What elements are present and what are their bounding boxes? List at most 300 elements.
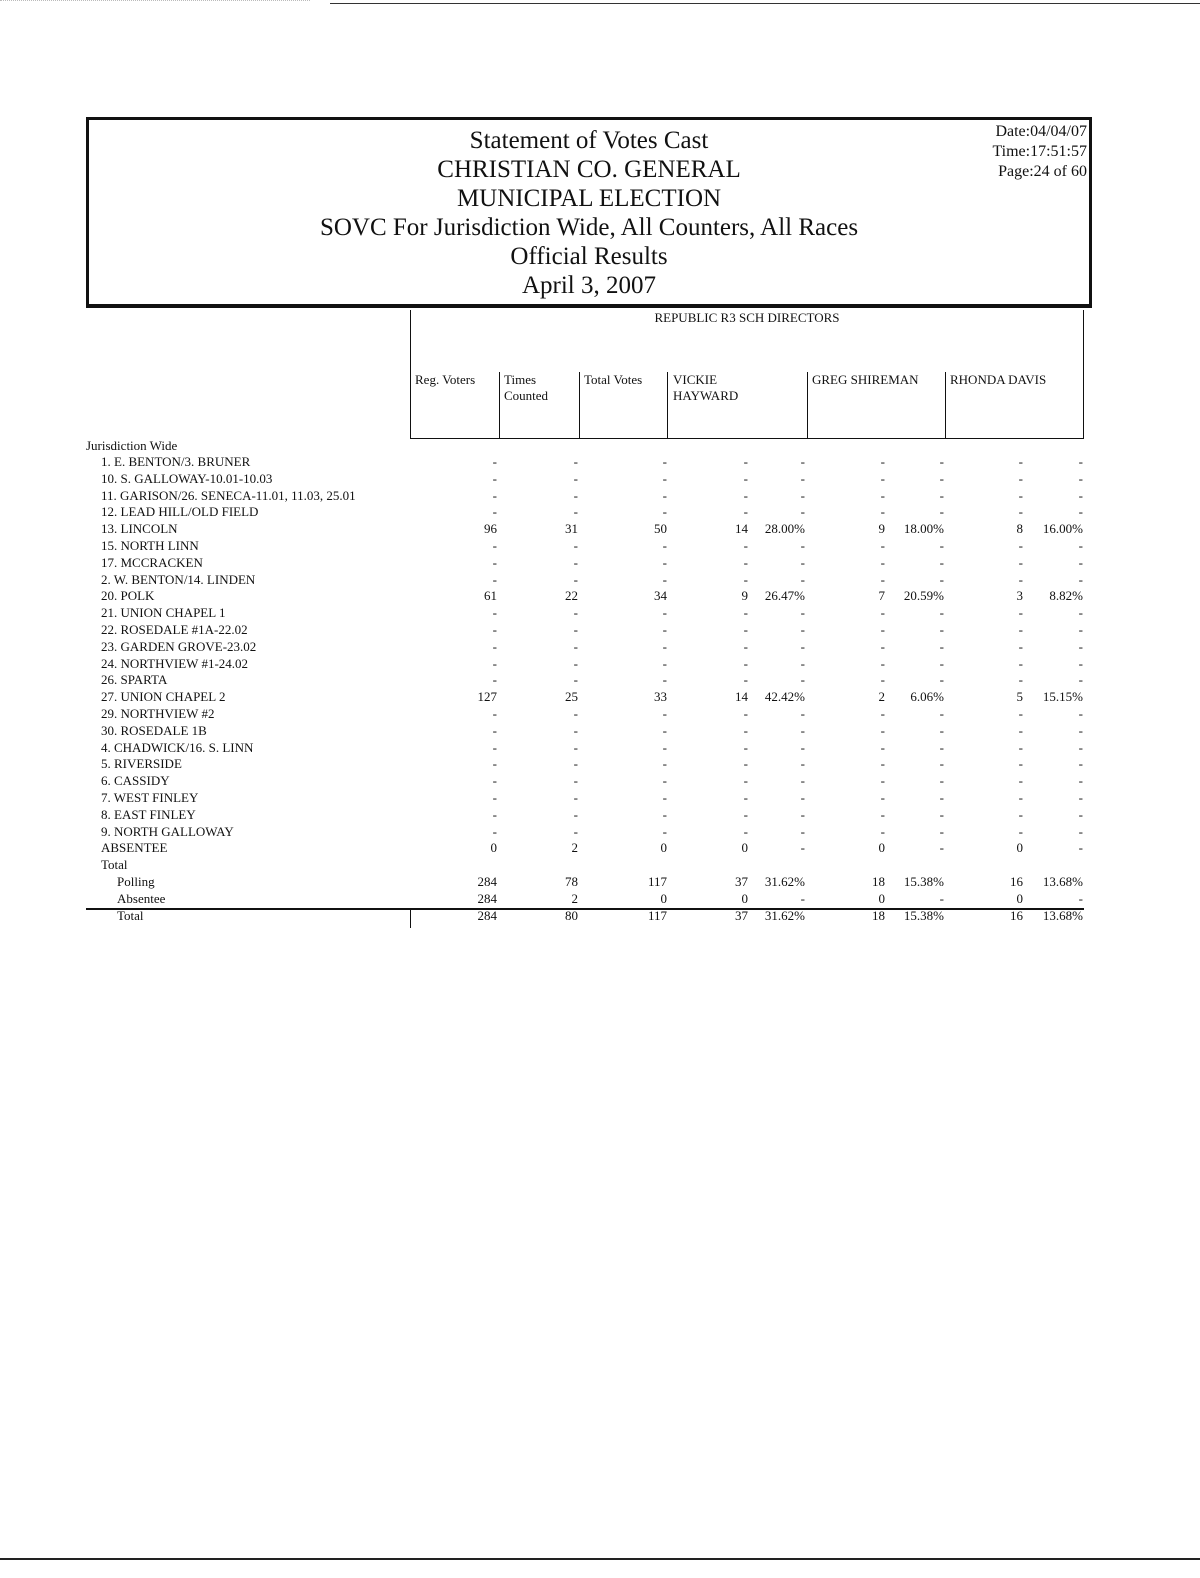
table-row-c3: - (1018, 756, 1023, 772)
table-row-c3: - (1018, 470, 1023, 486)
table-row-reg: 61 (484, 588, 497, 604)
table-row-c2: - (880, 554, 885, 570)
table-row-c3: - (1018, 571, 1023, 587)
table-row-c1: - (743, 538, 748, 553)
table-row-times: - (573, 706, 578, 721)
times-counted-header: Times Counted (504, 372, 549, 403)
table-row-label: 6. CASSIDY (101, 773, 170, 789)
table-row-c2: - (880, 504, 885, 520)
table-row-c1p: - (800, 622, 805, 637)
table-row-reg: - (492, 454, 497, 469)
table-row-times: - (573, 756, 578, 772)
table-row-times: - (573, 638, 578, 654)
table-row-c3: - (1018, 806, 1023, 822)
total-row-c3: 0 (1016, 890, 1023, 906)
table-row-c2p: - (939, 672, 944, 688)
table-row-label: 23. GARDEN GROVE-23.02 (101, 638, 257, 654)
report-header-box (86, 117, 1092, 308)
table-row-c2: - (880, 605, 885, 621)
table-row-times: - (573, 571, 578, 587)
table-row-c1: - (743, 638, 748, 654)
table-row-c1: 14 (735, 689, 748, 705)
table-row-label: 24. NORTHVIEW #1-24.02 (101, 655, 249, 671)
table-row-c1: - (743, 773, 748, 789)
table-row-c2p: - (939, 773, 944, 789)
total-row-label: Absentee (117, 890, 166, 906)
table-row-c3: - (1018, 773, 1023, 789)
table-row-c2: - (880, 756, 885, 772)
total-row-c3: 16 (1010, 874, 1023, 889)
table-row-c2p: - (939, 739, 944, 755)
table-row-c1: - (743, 554, 748, 570)
table-row-label: 1. E. BENTON/3. BRUNER (101, 454, 251, 469)
table-row-c1p: 26.47% (764, 588, 805, 604)
table-row-c1: 9 (741, 588, 748, 604)
candidate-3-header: RHONDA DAVIS (950, 372, 1047, 387)
table-row-label: 8. EAST FINLEY (101, 806, 196, 822)
table-row-c2: - (880, 470, 885, 486)
table-row-total: 33 (654, 689, 667, 705)
table-row-c3p: - (1078, 840, 1083, 856)
table-row-total: - (662, 554, 667, 570)
table-row-c2: - (880, 622, 885, 637)
table-row-total: - (662, 655, 667, 671)
table-row-c3: - (1018, 706, 1023, 721)
table-row-reg: - (492, 571, 497, 587)
table-row-c3p: 15.15% (1042, 689, 1083, 705)
table-row-label: 13. LINCOLN (101, 521, 178, 537)
table-row-c1: - (743, 454, 748, 469)
table-row-c1: - (743, 487, 748, 503)
total-row-total: 117 (647, 874, 667, 889)
total-row-c3p: 13.68% (1042, 907, 1083, 923)
table-row-c3p: - (1078, 571, 1083, 587)
table-row-c1: - (743, 756, 748, 772)
title-line-2: CHRISTIAN CO. GENERAL (437, 156, 741, 183)
reg-voters-header: Reg. Voters (415, 372, 476, 387)
table-row-times: - (573, 470, 578, 486)
table-row-c1p: - (800, 487, 805, 503)
table-row-c2: - (880, 655, 885, 671)
table-row-c2p: - (939, 504, 944, 520)
table-row-c2: 0 (878, 840, 885, 856)
table-row-c3p: - (1078, 487, 1083, 503)
table-row-label: 15. NORTH LINN (101, 538, 199, 553)
table-row-c1p: - (800, 538, 805, 553)
table-row-c3p: - (1078, 773, 1083, 789)
report-title-block (89, 126, 1089, 300)
table-row-label: 7. WEST FINLEY (101, 790, 199, 805)
table-row-c1: - (743, 470, 748, 486)
table-row-c3p: - (1078, 756, 1083, 772)
table-row-c2p: - (939, 454, 944, 469)
table-row-c3p: - (1078, 790, 1083, 805)
table-row-c1p: - (800, 605, 805, 621)
table-row-reg: - (492, 790, 497, 805)
report-time: Time:17:51:57 (992, 143, 1087, 160)
table-row-c2: - (880, 823, 885, 839)
table-row-reg: - (492, 554, 497, 570)
table-row-times: - (573, 806, 578, 822)
table-row-total: - (662, 605, 667, 621)
table-row-label: 11. GARISON/26. SENECA-11.01, 11.03, 25.01 (101, 487, 356, 503)
column-divider (807, 372, 808, 438)
title-line-1: Statement of Votes Cast (469, 127, 709, 154)
table-row-label: 27. UNION CHAPEL 2 (101, 689, 226, 705)
table-row-c1p: - (800, 672, 805, 688)
table-row-times: - (573, 672, 578, 688)
table-row-label: 12. LEAD HILL/OLD FIELD (101, 504, 259, 520)
table-row-reg: 0 (490, 840, 497, 856)
table-row-reg: - (492, 622, 497, 637)
header-underline (410, 438, 1084, 439)
table-row-reg: - (492, 538, 497, 553)
table-row-c2: - (880, 672, 885, 688)
table-row-c3: 5 (1016, 689, 1023, 705)
table-row-c2p: 20.59% (903, 588, 944, 604)
table-row-total: - (662, 756, 667, 772)
table-row-times: 2 (571, 840, 578, 856)
table-row-c1p: - (800, 806, 805, 822)
total-row-times: 2 (571, 890, 578, 906)
table-row-c3p: - (1078, 823, 1083, 839)
table-row-total: - (662, 773, 667, 789)
table-row-c3: - (1018, 504, 1023, 520)
table-row-c3: 8 (1016, 521, 1023, 537)
table-row-c2p: - (939, 706, 944, 721)
total-row-times: 78 (565, 874, 578, 889)
total-row-label: Polling (117, 874, 155, 889)
total-row-c3p: - (1078, 890, 1083, 906)
total-row-c1: 37 (735, 874, 748, 889)
table-row-c1p: - (800, 823, 805, 839)
table-row-c2p: - (939, 487, 944, 503)
table-row-total: 0 (660, 840, 667, 856)
table-row-c1p: - (800, 454, 805, 469)
candidate-1-header: VICKIE HAYWARD (673, 372, 739, 403)
table-row-reg: 96 (484, 521, 497, 537)
total-row-c1: 0 (741, 890, 748, 906)
table-row-c1: - (743, 823, 748, 839)
total-row-c2: 18 (872, 907, 885, 923)
total-row-c2: 18 (872, 874, 885, 889)
table-row-c3: - (1018, 605, 1023, 621)
table-row-c1p: - (800, 756, 805, 772)
table-row-total: - (662, 571, 667, 587)
table-row-c1: - (743, 806, 748, 822)
total-row-divider (410, 910, 411, 928)
table-row-c3: - (1018, 622, 1023, 637)
table-row-c3p: - (1078, 554, 1083, 570)
scan-artifact-bottom-line (0, 1558, 1200, 1560)
table-row-reg: - (492, 773, 497, 789)
table-row-c1: 0 (741, 840, 748, 856)
table-row-times: - (573, 605, 578, 621)
column-divider (579, 372, 580, 438)
table-row-c2p: - (939, 806, 944, 822)
total-row-c3p: 13.68% (1042, 874, 1083, 889)
table-row-c1p: 42.42% (764, 689, 805, 705)
table-row-reg: - (492, 739, 497, 755)
table-row-c2p: - (939, 790, 944, 805)
table-row-reg: - (492, 756, 497, 772)
table-row-label: 30. ROSEDALE 1B (101, 722, 207, 738)
table-row-c3: - (1018, 739, 1023, 755)
table-row-c1p: - (800, 504, 805, 520)
table-row-c3: - (1018, 638, 1023, 654)
total-row-c1p: - (800, 890, 805, 906)
table-row-label: 21. UNION CHAPEL 1 (101, 605, 226, 621)
title-line-5: Official Results (510, 243, 668, 270)
table-divider-right (1083, 310, 1084, 438)
table-row-c3: - (1018, 538, 1023, 553)
table-row-c2: - (880, 454, 885, 469)
table-row-c2p: - (939, 722, 944, 738)
total-row-reg: 284 (477, 874, 497, 889)
table-row-c3: - (1018, 655, 1023, 671)
table-row-reg: - (492, 722, 497, 738)
table-row-label: 2. W. BENTON/14. LINDEN (101, 571, 256, 587)
table-row-c2: - (880, 571, 885, 587)
table-row-c3: 3 (1016, 588, 1023, 604)
total-row-reg: 284 (477, 907, 497, 923)
table-row-c2p: - (939, 571, 944, 587)
total-row-c1p: 31.62% (764, 907, 805, 923)
table-row-c2p: - (939, 538, 944, 553)
title-line-6: April 3, 2007 (521, 272, 657, 299)
table-row-label: 5. RIVERSIDE (101, 756, 182, 772)
table-row-total: - (662, 722, 667, 738)
table-row-total: 50 (654, 521, 667, 537)
total-row-c2p: 15.38% (903, 907, 944, 923)
table-row-c1: - (743, 605, 748, 621)
table-row-c1: - (743, 739, 748, 755)
table-row-times: 25 (565, 689, 578, 705)
report-page: Page:24 of 60 (998, 163, 1087, 180)
candidate-2-header: GREG SHIREMAN (812, 372, 919, 387)
table-row-label: 10. S. GALLOWAY-10.01-10.03 (101, 470, 273, 486)
table-row-c3: - (1018, 672, 1023, 688)
report-date: Date:04/04/07 (995, 123, 1087, 140)
table-row-c3p: 16.00% (1042, 521, 1083, 537)
totals-label: Total (101, 857, 128, 873)
table-row-c2: 7 (878, 588, 885, 604)
table-row-c3: - (1018, 487, 1023, 503)
table-row-c2: - (880, 487, 885, 503)
table-row-reg: - (492, 806, 497, 822)
table-row-c1p: - (800, 739, 805, 755)
table-row-c2: 2 (878, 689, 885, 705)
table-row-c3: - (1018, 722, 1023, 738)
table-row-reg: - (492, 672, 497, 688)
column-divider (667, 372, 668, 438)
table-row-c2: - (880, 806, 885, 822)
total-row-c3: 16 (1010, 907, 1023, 923)
table-row-c3p: - (1078, 622, 1083, 637)
total-row-c1: 37 (735, 907, 748, 923)
total-row-total: 0 (660, 890, 667, 906)
table-row-c3: - (1018, 454, 1023, 469)
table-row-c2: - (880, 790, 885, 805)
total-row-times: 80 (565, 907, 578, 923)
table-row-times: - (573, 554, 578, 570)
table-row-c3p: - (1078, 806, 1083, 822)
table-row-c1: - (743, 504, 748, 520)
table-row-c2p: - (939, 655, 944, 671)
table-row-c2: - (880, 773, 885, 789)
table-row-total: - (662, 487, 667, 503)
table-row-c1p: - (800, 638, 805, 654)
total-row-c2: 0 (878, 890, 885, 906)
table-row-c3p: - (1078, 538, 1083, 553)
table-row-times: - (573, 622, 578, 637)
table-row-c3p: - (1078, 739, 1083, 755)
table-row-c2p: - (939, 554, 944, 570)
table-row-c1: - (743, 571, 748, 587)
table-row-reg: - (492, 487, 497, 503)
table-row-times: - (573, 823, 578, 839)
total-row-c2p: 15.38% (903, 874, 944, 889)
table-row-c2: - (880, 638, 885, 654)
table-row-reg: - (492, 504, 497, 520)
table-row-c2p: - (939, 840, 944, 856)
report-meta (992, 122, 1087, 182)
table-row-c3p: - (1078, 638, 1083, 654)
table-row-c3p: - (1078, 706, 1083, 721)
table-row-c2: - (880, 722, 885, 738)
table-row-times: - (573, 722, 578, 738)
table-row-total: - (662, 706, 667, 721)
table-row-c1p: - (800, 706, 805, 721)
table-row-reg: - (492, 638, 497, 654)
table-row-times: - (573, 487, 578, 503)
table-row-c1p: - (800, 571, 805, 587)
table-row-label: 9. NORTH GALLOWAY (101, 823, 234, 839)
table-row-reg: - (492, 655, 497, 671)
table-row-total: - (662, 470, 667, 486)
total-row-total: 117 (647, 907, 667, 923)
table-row-label: ABSENTEE (101, 840, 168, 856)
table-row-c1p: - (800, 773, 805, 789)
table-row-c1p: - (800, 554, 805, 570)
table-row-total: - (662, 823, 667, 839)
title-line-4: SOVC For Jurisdiction Wide, All Counters, All Races (319, 214, 859, 241)
total-votes-header: Total Votes (584, 372, 643, 387)
table-row-c3p: - (1078, 454, 1083, 469)
table-row-c2: - (880, 739, 885, 755)
column-divider (499, 372, 500, 438)
table-row-times: - (573, 454, 578, 469)
table-row-c3p: - (1078, 655, 1083, 671)
table-row-c2p: - (939, 638, 944, 654)
scan-artifact-top-left (0, 0, 310, 1)
table-row-c1p: - (800, 722, 805, 738)
table-row-c3: - (1018, 823, 1023, 839)
table-row-reg: - (492, 605, 497, 621)
table-row-reg: 127 (477, 689, 497, 705)
table-row-label: 20. POLK (101, 588, 155, 604)
table-row-c3p: - (1078, 672, 1083, 688)
table-row-times: - (573, 538, 578, 553)
table-row-times: 22 (565, 588, 578, 604)
table-row-total: - (662, 790, 667, 805)
table-row-c3p: - (1078, 470, 1083, 486)
section-label: Jurisdiction Wide (86, 438, 178, 453)
table-row-label: 4. CHADWICK/16. S. LINN (101, 739, 254, 755)
table-row-c1: 14 (735, 521, 748, 537)
table-row-c2p: 6.06% (910, 689, 944, 705)
table-row-c3: - (1018, 790, 1023, 805)
table-row-c2: - (880, 538, 885, 553)
table-row-c1: - (743, 790, 748, 805)
table-row-total: - (662, 454, 667, 469)
table-row-c3: - (1018, 554, 1023, 570)
table-row-label: 26. SPARTA (101, 672, 168, 688)
table-row-reg: - (492, 706, 497, 721)
table-row-label: 17. MCCRACKEN (101, 554, 203, 570)
table-row-c3p: - (1078, 722, 1083, 738)
scan-artifact-top-line (330, 3, 1200, 4)
table-row-times: - (573, 790, 578, 805)
table-row-times: 31 (565, 521, 578, 537)
table-row-c1p: - (800, 470, 805, 486)
table-row-c3p: 8.82% (1049, 588, 1083, 604)
table-row-c1: - (743, 722, 748, 738)
table-row-total: - (662, 622, 667, 637)
table-row-c1: - (743, 672, 748, 688)
table-row-total: - (662, 504, 667, 520)
table-row-c2: 9 (878, 521, 885, 537)
table-row-reg: - (492, 823, 497, 839)
table-row-c2p: - (939, 605, 944, 621)
table-divider-left (410, 310, 411, 438)
table-row-c2p: - (939, 823, 944, 839)
table-row-total: - (662, 638, 667, 654)
total-row-reg: 284 (477, 890, 497, 906)
table-row-total: - (662, 538, 667, 553)
table-row-c1: - (743, 655, 748, 671)
table-row-label: 22. ROSEDALE #1A-22.02 (101, 622, 248, 637)
table-row-c3: 0 (1016, 840, 1023, 856)
table-row-c1p: - (800, 655, 805, 671)
table-row-times: - (573, 773, 578, 789)
table-row-c3p: - (1078, 605, 1083, 621)
table-row-c1p: - (800, 840, 805, 856)
table-row-c1p: - (800, 790, 805, 805)
table-row-c2: - (880, 706, 885, 721)
table-row-total: - (662, 672, 667, 688)
table-row-c2p: 18.00% (903, 521, 944, 537)
table-row-c1p: 28.00% (764, 521, 805, 537)
total-row-label: Total (117, 907, 144, 923)
table-row-times: - (573, 504, 578, 520)
table-row-total: - (662, 806, 667, 822)
contest-title: REPUBLIC R3 SCH DIRECTORS (654, 310, 840, 325)
table-row-c1: - (743, 706, 748, 721)
column-divider (945, 372, 946, 438)
table-row-c3p: - (1078, 504, 1083, 520)
table-row-reg: - (492, 470, 497, 486)
table-row-times: - (573, 655, 578, 671)
table-row-c2p: - (939, 756, 944, 772)
total-row-c2p: - (939, 890, 944, 906)
table-row-total: 34 (654, 588, 667, 604)
total-rule (86, 908, 1084, 910)
table-row-c2p: - (939, 622, 944, 637)
table-row-total: - (662, 739, 667, 755)
table-row-c1: - (743, 622, 748, 637)
table-row-times: - (573, 739, 578, 755)
